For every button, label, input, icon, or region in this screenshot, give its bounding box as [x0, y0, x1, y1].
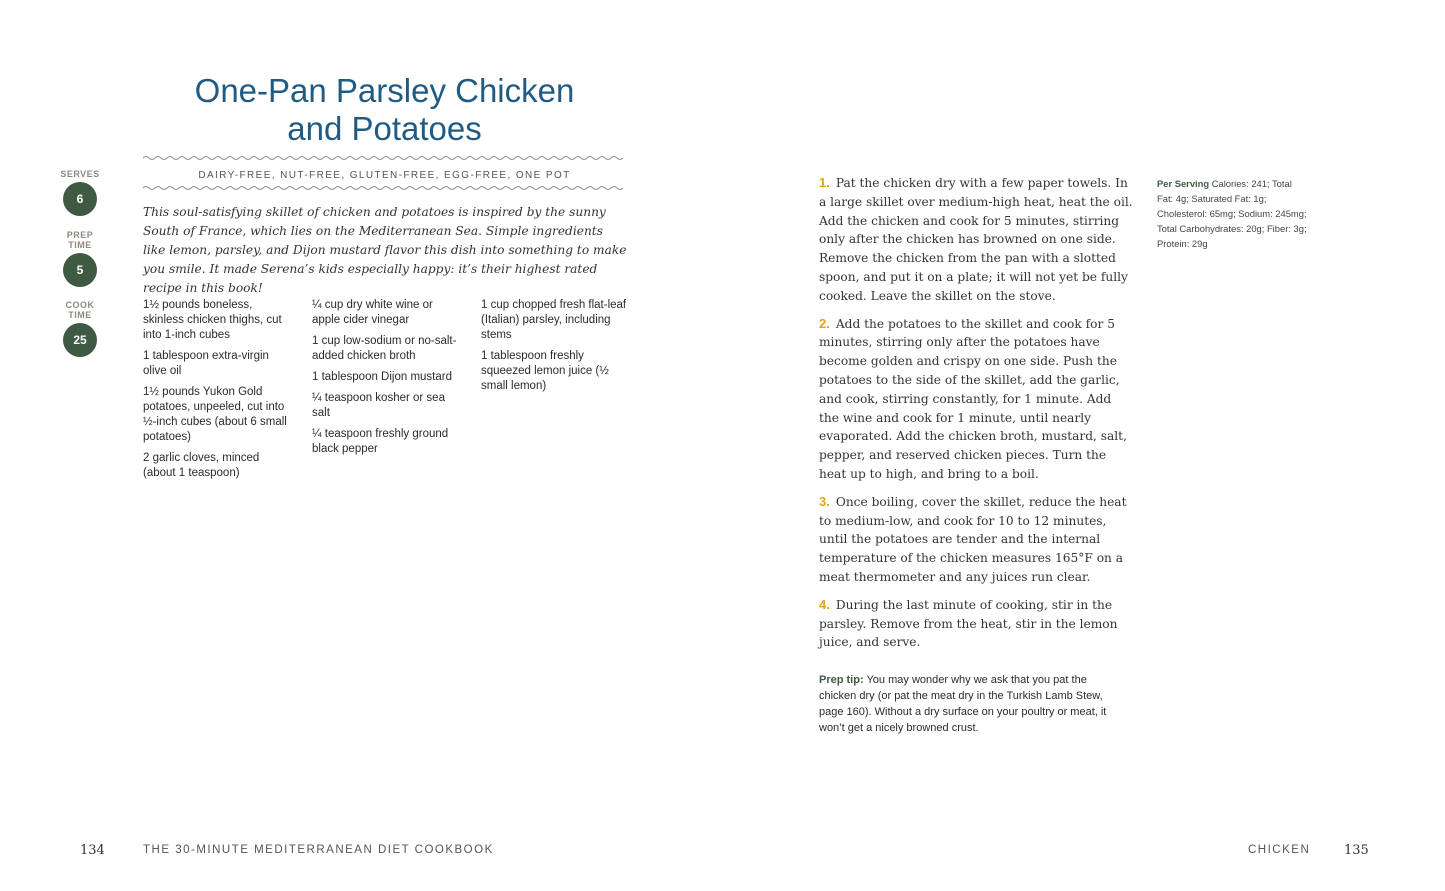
step-text: Once boiling, cover the skillet, reduce the heat to medium-low, and cook for 10 to 12 minutes, until the potatoes are tender and the internal temperature of the chicken measures 165°F on a meat thermometer and any juices run clear.: [819, 494, 1127, 584]
recipe-title-line-1: One-Pan Parsley Chicken: [194, 72, 575, 109]
ingredients-column-2: [312, 298, 464, 463]
step-1: [819, 174, 1134, 306]
step-number: 2.: [819, 315, 830, 331]
cook-label-line-1: COOK: [65, 300, 95, 310]
right-running-head: CHICKEN: [1248, 844, 1311, 856]
dietary-tags: DAIRY-FREE, NUT-FREE, GLUTEN-FREE, EGG-FREE, ONE POT: [198, 170, 571, 181]
recipe-steps: [819, 174, 1134, 661]
left-page-number: 134: [80, 843, 105, 858]
wave-divider-bottom: [143, 184, 626, 192]
prep-tip: [819, 672, 1127, 736]
step-number: 1.: [819, 175, 830, 190]
cook-label-line-2: TIME: [68, 310, 92, 320]
prep-tip-text: You may wonder why we ask that you pat the chicken dry (or pat the meat dry in the Turkish Lamb Stew, page 160). Without a dry surface on your poultry or meat, it won’t get a nicely browned crust.: [819, 674, 1107, 734]
step-number: 3.: [819, 493, 830, 509]
ingredient-item: 1½ pounds boneless, skinless chicken thighs, cut into 1-inch cubes: [143, 299, 282, 341]
nutrition-info: [1157, 176, 1309, 251]
step-text: During the last minute of cooking, stir in the parsley. Remove from the heat, stir in the lemon juice, and serve.: [819, 597, 1118, 650]
prep-label-line-2: TIME: [68, 240, 92, 250]
nutrition-label: Per Serving: [1157, 178, 1210, 189]
recipe-title-line-2: and Potatoes: [287, 110, 482, 147]
ingredient-item: 2 garlic cloves, minced (about 1 teaspoon): [143, 452, 260, 479]
ingredient-item: 1 cup chopped fresh flat-leaf (Italian) parsley, including stems: [481, 299, 627, 341]
prep-time-label: [58, 230, 102, 250]
ingredient-item: 1 tablespoon Dijon mustard: [312, 371, 452, 383]
prep-time-badge: 5: [63, 253, 97, 287]
ingredient-item: ¼ cup dry white wine or apple cider vinegar: [312, 299, 433, 326]
left-running-head: THE 30-MINUTE MEDITERRANEAN DIET COOKBOOK: [143, 844, 494, 856]
ingredient-item: 1 tablespoon freshly squeezed lemon juice (½ small lemon): [481, 350, 609, 392]
step-4: [819, 596, 1134, 652]
prep-label-line-1: PREP: [66, 230, 94, 240]
ingredient-item: 1 tablespoon extra-virgin olive oil: [143, 350, 269, 377]
cook-time-badge: 25: [63, 323, 97, 357]
serves-badge: 6: [63, 182, 97, 216]
wave-divider-top: [143, 154, 626, 162]
ingredient-item: ¼ teaspoon freshly ground black pepper: [312, 428, 449, 455]
step-text: Pat the chicken dry with a few paper towels. In a large skillet over medium-high heat, heat the oil. Add the chicken and cook for 5 minutes, stirring only after the chicken has browned on one side. Remove the chicken from the pan with a slotted spoon, and put it on a plate; it will not yet be fully cooked. Leave the skillet on the stove.: [819, 176, 1133, 303]
ingredients-column-1: [143, 298, 293, 487]
step-2: [819, 315, 1134, 484]
step-3: [819, 493, 1134, 587]
prep-tip-label: Prep tip:: [819, 674, 864, 686]
ingredient-item: 1½ pounds Yukon Gold potatoes, unpeeled, cut into ½-inch cubes (about 6 small potatoes): [143, 386, 287, 443]
nutrition-text: Calories: 241; Total Fat: 4g; Saturated Fat: 1g; Cholesterol: 65mg; Sodium: 245mg; Total Carbohydrates: 20g; Fiber: 3g; Protein: 29g: [1157, 178, 1307, 249]
cook-time-label: [58, 300, 102, 320]
ingredient-item: 1 cup low-sodium or no-salt-added chicken broth: [312, 335, 457, 362]
ingredients-column-3: [481, 298, 629, 400]
ingredient-item: ¼ teaspoon kosher or sea salt: [312, 392, 445, 419]
serves-label: SERVES: [60, 169, 100, 179]
step-text: Add the potatoes to the skillet and cook for 5 minutes, stirring only after the potatoes have become golden and crispy on one side. Push the potatoes to the side of the skillet, add the garlic, and cook, stirring constantly, for 1 minute. Add the wine and cook for 1 minute, until nearly evaporated. Add the chicken broth, mustard, salt, pepper, and reserved chicken pieces. Turn the heat up to high, and bring to a boil.: [819, 316, 1127, 481]
right-page-number: 135: [1344, 843, 1369, 858]
recipe-intro: This soul-satisfying skillet of chicken and potatoes is inspired by the sunny South of France, which lies on the Mediterranean Sea. Simple ingredients like lemon, parsley, and Dijon mustard flavor this dish into something to make you smile. It made Serena’s kids especially happy: it’s their highest rated recipe in this book!: [143, 205, 627, 295]
step-number: 4.: [819, 596, 830, 612]
recipe-title: [143, 72, 626, 148]
